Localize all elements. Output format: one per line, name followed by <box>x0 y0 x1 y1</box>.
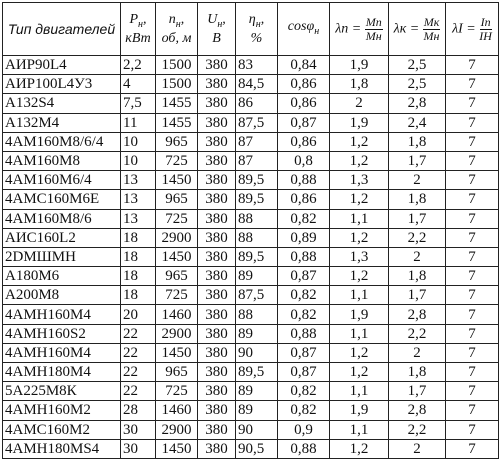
cell-cos: 0,8 <box>278 151 330 170</box>
header-lambda-p <box>330 3 389 56</box>
cell-lambda-i: 7 <box>446 209 499 228</box>
cell-lambda-i: 7 <box>446 420 499 439</box>
cell-lambda-k: 1,7 <box>389 382 446 401</box>
cell-type: 5А225М8К <box>3 382 121 401</box>
cell-power: 11 <box>121 113 156 132</box>
cell-power: 30 <box>121 420 156 439</box>
header-voltage-unit: В <box>212 31 221 47</box>
cell-speed: 1460 <box>156 305 198 324</box>
cell-voltage: 380 <box>198 267 236 286</box>
cell-speed: 1500 <box>156 56 198 75</box>
table-row <box>3 190 499 209</box>
cell-power: 22 <box>121 363 156 382</box>
header-lk-den: Мн <box>423 28 440 43</box>
cell-type: 4АМС160М6Е <box>3 190 121 209</box>
cell-speed: 2900 <box>156 228 198 247</box>
cell-lambda-k: 2 <box>389 439 446 458</box>
header-li-fraction <box>479 16 492 43</box>
table-row <box>3 401 499 420</box>
cell-lambda-i: 7 <box>446 247 499 266</box>
cell-voltage: 380 <box>198 171 236 190</box>
cell-speed: 965 <box>156 267 198 286</box>
cell-lambda-i: 7 <box>446 75 499 94</box>
table-row <box>3 56 499 75</box>
header-lp-num: Мп <box>365 14 382 29</box>
header-power-symbol: P <box>129 11 139 27</box>
header-type <box>3 3 121 56</box>
table-row <box>3 75 499 94</box>
cell-voltage: 380 <box>198 209 236 228</box>
cell-speed: 725 <box>156 209 198 228</box>
cell-lambda-i: 7 <box>446 286 499 305</box>
cell-speed: 725 <box>156 286 198 305</box>
cell-lambda-k: 1,7 <box>389 286 446 305</box>
cell-speed: 725 <box>156 151 198 170</box>
cell-lambda-k: 2 <box>389 171 446 190</box>
cell-type: А132S4 <box>3 94 121 113</box>
cell-voltage: 380 <box>198 343 236 362</box>
cell-power: 22 <box>121 382 156 401</box>
cell-power: 18 <box>121 267 156 286</box>
cell-power: 22 <box>121 343 156 362</box>
cell-lambda-k: 2 <box>389 343 446 362</box>
cell-cos: 0,82 <box>278 401 330 420</box>
cell-power: 7,5 <box>121 94 156 113</box>
cell-lambda-p: 1,3 <box>330 247 389 266</box>
cell-lambda-p: 1,2 <box>330 363 389 382</box>
cell-lambda-k: 2,8 <box>389 401 446 420</box>
cell-lambda-k: 2,5 <box>389 75 446 94</box>
cell-lambda-i: 7 <box>446 56 499 75</box>
cell-speed: 1450 <box>156 247 198 266</box>
cell-speed: 1450 <box>156 439 198 458</box>
cell-lambda-i: 7 <box>446 190 499 209</box>
cell-speed: 1455 <box>156 113 198 132</box>
header-power: $P_н$, кВт <box>121 3 156 56</box>
table-row <box>3 94 499 113</box>
header-lambda-i <box>446 3 499 56</box>
cell-lambda-p: 2 <box>330 94 389 113</box>
cell-voltage: 380 <box>198 228 236 247</box>
cell-lambda-p: 1,3 <box>330 171 389 190</box>
header-eff-sub: н <box>255 18 261 30</box>
cell-speed: 1450 <box>156 171 198 190</box>
cell-voltage: 380 <box>198 363 236 382</box>
cell-efficiency: 87 <box>236 151 278 170</box>
cell-type: 4АМН160М2 <box>3 401 121 420</box>
cell-lambda-p: 1,2 <box>330 190 389 209</box>
cell-type: 4АМ160М6/4 <box>3 171 121 190</box>
table-row <box>3 324 499 343</box>
cell-speed: 2900 <box>156 324 198 343</box>
cell-lambda-i: 7 <box>446 267 499 286</box>
cell-lambda-k: 2 <box>389 247 446 266</box>
cell-lambda-p: 1,1 <box>330 420 389 439</box>
cell-lambda-i: 7 <box>446 228 499 247</box>
table-row <box>3 382 499 401</box>
cell-voltage: 380 <box>198 324 236 343</box>
header-type-label: Тип двигателей <box>7 20 116 37</box>
header-speed-unit: об, м <box>161 31 192 47</box>
cell-lambda-k: 1,8 <box>389 267 446 286</box>
cell-lambda-p: 1,1 <box>330 324 389 343</box>
header-lambda-k <box>389 3 446 56</box>
cell-cos: 0,89 <box>278 228 330 247</box>
table-row <box>3 209 499 228</box>
header-lk-lhs: λк = <box>393 21 420 37</box>
cell-efficiency: 87 <box>236 132 278 151</box>
cell-efficiency: 89,5 <box>236 190 278 209</box>
cell-lambda-i: 7 <box>446 305 499 324</box>
header-lk-num: Мк <box>423 14 440 29</box>
cell-efficiency: 90,5 <box>236 439 278 458</box>
cell-power: 10 <box>121 151 156 170</box>
table-row <box>3 132 499 151</box>
cell-power: 18 <box>121 228 156 247</box>
cell-type: А180М6 <box>3 267 121 286</box>
cell-power: 20 <box>121 305 156 324</box>
header-speed: $n_н$, об, м <box>156 3 198 56</box>
header-li-den: IH <box>479 28 492 43</box>
header-lp-fraction <box>365 16 383 43</box>
cell-cos: 0,86 <box>278 94 330 113</box>
cell-voltage: 380 <box>198 286 236 305</box>
cell-lambda-i: 7 <box>446 343 499 362</box>
cell-lambda-p: 1,9 <box>330 113 389 132</box>
cell-efficiency: 87,5 <box>236 113 278 132</box>
cell-voltage: 380 <box>198 113 236 132</box>
cell-lambda-p: 1,2 <box>330 343 389 362</box>
cell-speed: 965 <box>156 132 198 151</box>
header-lp-lhs: λп = <box>335 21 362 37</box>
cell-cos: 0,88 <box>278 171 330 190</box>
cell-efficiency: 89 <box>236 324 278 343</box>
cell-voltage: 380 <box>198 305 236 324</box>
cell-lambda-k: 1,8 <box>389 190 446 209</box>
cell-cos: 0,86 <box>278 75 330 94</box>
header-lp-den: Мн <box>365 28 382 43</box>
cell-voltage: 380 <box>198 401 236 420</box>
cell-power: 13 <box>121 190 156 209</box>
cell-efficiency: 86 <box>236 94 278 113</box>
cell-lambda-k: 1,7 <box>389 209 446 228</box>
cell-lambda-p: 1,9 <box>330 56 389 75</box>
cell-efficiency: 89,5 <box>236 171 278 190</box>
cell-power: 10 <box>121 132 156 151</box>
cell-cos: 0,87 <box>278 267 330 286</box>
cell-efficiency: 89 <box>236 401 278 420</box>
table-row <box>3 343 499 362</box>
cell-lambda-k: 1,7 <box>389 151 446 170</box>
table-row <box>3 363 499 382</box>
cell-speed: 1450 <box>156 343 198 362</box>
cell-efficiency: 90 <box>236 343 278 362</box>
header-power-sub: н <box>138 18 144 30</box>
cell-efficiency: 83 <box>236 56 278 75</box>
header-li-lhs: λI = <box>452 21 476 37</box>
cell-cos: 0,88 <box>278 324 330 343</box>
cell-type: АИР100L4У3 <box>3 75 121 94</box>
cell-type: 4АМ160М8/6 <box>3 209 121 228</box>
cell-voltage: 380 <box>198 439 236 458</box>
cell-voltage: 380 <box>198 56 236 75</box>
cell-speed: 2900 <box>156 420 198 439</box>
cell-voltage: 380 <box>198 75 236 94</box>
cell-lambda-p: 1,8 <box>330 75 389 94</box>
cell-lambda-p: 1,2 <box>330 267 389 286</box>
cell-type: 4АМ160М8 <box>3 151 121 170</box>
cell-cos: 0,82 <box>278 209 330 228</box>
cell-speed: 1500 <box>156 75 198 94</box>
cell-power: 13 <box>121 171 156 190</box>
cell-lambda-p: 1,2 <box>330 439 389 458</box>
cell-power: 13 <box>121 209 156 228</box>
cell-power: 28 <box>121 401 156 420</box>
cell-lambda-i: 7 <box>446 382 499 401</box>
cell-power: 4 <box>121 75 156 94</box>
cell-efficiency: 88 <box>236 305 278 324</box>
cell-type: АИР90L4 <box>3 56 121 75</box>
header-cos-sub: н <box>314 25 320 37</box>
table-row <box>3 305 499 324</box>
cell-lambda-i: 7 <box>446 132 499 151</box>
cell-efficiency: 88 <box>236 228 278 247</box>
header-cos-symbol: cosφ <box>287 19 315 35</box>
cell-lambda-p: 1,1 <box>330 209 389 228</box>
table-row <box>3 247 499 266</box>
cell-type: 4АМС160М2 <box>3 420 121 439</box>
table-row <box>3 267 499 286</box>
cell-power: 22 <box>121 324 156 343</box>
cell-cos: 0,88 <box>278 439 330 458</box>
cell-efficiency: 89,5 <box>236 363 278 382</box>
header-cos <box>278 3 330 56</box>
motor-specs-table <box>2 2 499 459</box>
cell-type: А132М4 <box>3 113 121 132</box>
cell-lambda-p: 1,9 <box>330 305 389 324</box>
table-body <box>3 56 499 459</box>
header-speed-symbol: n <box>168 11 176 27</box>
header-voltage-sub: н <box>217 18 223 30</box>
cell-cos: 0,84 <box>278 56 330 75</box>
cell-cos: 0,87 <box>278 113 330 132</box>
cell-efficiency: 87,5 <box>236 286 278 305</box>
cell-cos: 0,9 <box>278 420 330 439</box>
cell-lambda-p: 1,2 <box>330 151 389 170</box>
cell-lambda-k: 2,8 <box>389 94 446 113</box>
cell-efficiency: 89 <box>236 267 278 286</box>
cell-speed: 965 <box>156 190 198 209</box>
header-voltage: $U_н$, В <box>198 3 236 56</box>
cell-lambda-i: 7 <box>446 171 499 190</box>
cell-cos: 0,82 <box>278 305 330 324</box>
table-row <box>3 439 499 458</box>
header-voltage-symbol: U <box>207 11 218 27</box>
cell-type: 4АМН180МS4 <box>3 439 121 458</box>
cell-voltage: 380 <box>198 151 236 170</box>
table-row <box>3 228 499 247</box>
table-row <box>3 286 499 305</box>
cell-lambda-k: 2,2 <box>389 324 446 343</box>
cell-speed: 1455 <box>156 94 198 113</box>
cell-lambda-i: 7 <box>446 324 499 343</box>
cell-speed: 965 <box>156 363 198 382</box>
cell-voltage: 380 <box>198 190 236 209</box>
cell-lambda-i: 7 <box>446 439 499 458</box>
cell-power: 2,2 <box>121 56 156 75</box>
cell-lambda-k: 1,8 <box>389 363 446 382</box>
cell-type: АИС160L2 <box>3 228 121 247</box>
table-header-row <box>3 3 499 56</box>
cell-efficiency: 89 <box>236 382 278 401</box>
cell-power: 18 <box>121 286 156 305</box>
cell-efficiency: 88 <box>236 209 278 228</box>
cell-power: 30 <box>121 439 156 458</box>
cell-lambda-p: 1,9 <box>330 401 389 420</box>
cell-speed: 1460 <box>156 401 198 420</box>
cell-cos: 0,82 <box>278 382 330 401</box>
table-row <box>3 420 499 439</box>
cell-type: 2DМШМН <box>3 247 121 266</box>
cell-efficiency: 84,5 <box>236 75 278 94</box>
cell-cos: 0,82 <box>278 286 330 305</box>
cell-speed: 725 <box>156 382 198 401</box>
cell-lambda-i: 7 <box>446 363 499 382</box>
cell-lambda-i: 7 <box>446 94 499 113</box>
cell-voltage: 380 <box>198 420 236 439</box>
cell-type: 4АМН160М4 <box>3 305 121 324</box>
cell-lambda-p: 1,1 <box>330 286 389 305</box>
cell-voltage: 380 <box>198 94 236 113</box>
table-row <box>3 171 499 190</box>
cell-efficiency: 90 <box>236 420 278 439</box>
header-eff-unit: % <box>250 31 263 47</box>
cell-voltage: 380 <box>198 132 236 151</box>
header-lk-fraction <box>423 16 441 43</box>
cell-voltage: 380 <box>198 382 236 401</box>
cell-lambda-p: 1,2 <box>330 132 389 151</box>
cell-cos: 0,86 <box>278 190 330 209</box>
table-row <box>3 151 499 170</box>
cell-lambda-p: 1,2 <box>330 228 389 247</box>
header-li-num: In <box>480 14 491 29</box>
cell-lambda-k: 2,4 <box>389 113 446 132</box>
header-power-unit: кВт <box>125 31 151 47</box>
cell-cos: 0,88 <box>278 247 330 266</box>
cell-voltage: 380 <box>198 247 236 266</box>
cell-type: 4АМН160М4 <box>3 343 121 362</box>
header-eff-symbol: η <box>248 11 256 27</box>
cell-type: 4АМН160S2 <box>3 324 121 343</box>
table-row <box>3 113 499 132</box>
cell-power: 18 <box>121 247 156 266</box>
cell-lambda-k: 2,2 <box>389 420 446 439</box>
cell-type: 4АМ160М8/6/4 <box>3 132 121 151</box>
cell-lambda-i: 7 <box>446 113 499 132</box>
cell-lambda-k: 2,5 <box>389 56 446 75</box>
header-efficiency: $\eta_н$, % <box>236 3 278 56</box>
header-speed-sub: н <box>175 18 181 30</box>
cell-lambda-k: 1,8 <box>389 132 446 151</box>
cell-type: 4АМН180М4 <box>3 363 121 382</box>
cell-lambda-k: 2,2 <box>389 228 446 247</box>
cell-efficiency: 89,5 <box>236 247 278 266</box>
cell-type: А200М8 <box>3 286 121 305</box>
cell-lambda-i: 7 <box>446 151 499 170</box>
cell-lambda-i: 7 <box>446 401 499 420</box>
cell-cos: 0,87 <box>278 363 330 382</box>
cell-cos: 0,86 <box>278 132 330 151</box>
cell-cos: 0,87 <box>278 343 330 362</box>
cell-lambda-k: 2,8 <box>389 305 446 324</box>
cell-lambda-p: 1,1 <box>330 382 389 401</box>
